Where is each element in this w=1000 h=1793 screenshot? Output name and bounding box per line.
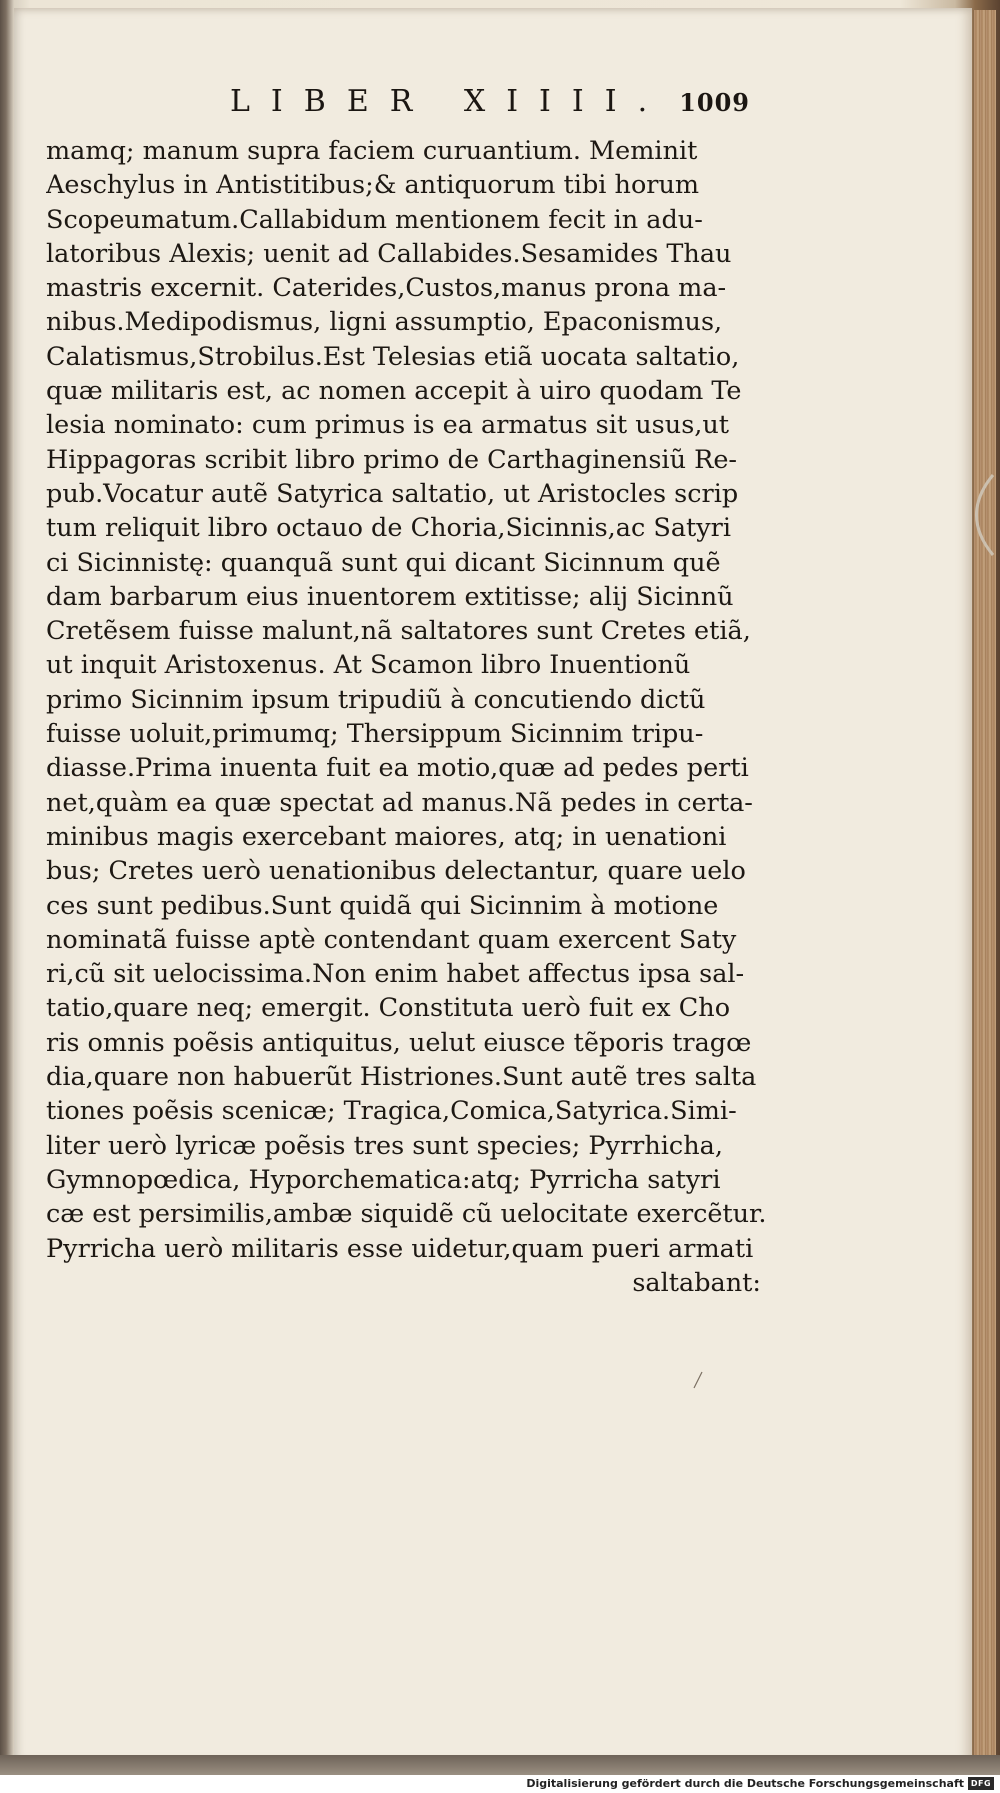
text-line: Hippagoras scribit libro primo de Carthaginensiũ Re- (46, 444, 738, 475)
clasp-mark (955, 470, 995, 560)
text-line: liter uerò lyricæ poẽsis tres sunt species; Pyrrhicha, (46, 1130, 723, 1161)
text-line: lesia nominato: cum primus is ea armatus sit usus,ut (46, 410, 730, 441)
text-line: bus; Cretes uerò uenationibus delectantur, quare uelo (46, 856, 746, 887)
text-line: latoribus Alexis; uenit ad Callabides.Sesamides Thau (46, 238, 732, 269)
text-line: ces sunt pedibus.Sunt quidã qui Sicinnim à motione (46, 890, 719, 921)
text-line: ci Sicinnistę: quanquã sunt qui dicant Sicinnum quẽ (46, 547, 721, 578)
digitization-footer (0, 1775, 1000, 1793)
running-head (230, 84, 750, 124)
text-line: pub.Vocatur autẽ Satyrica saltatio, ut Aristocles scrip (46, 478, 739, 509)
text-line: fuisse uoluit,primumq; Thersippum Sicinnim tripu- (46, 719, 704, 750)
text-line: ri,cũ sit uelocissima.Non enim habet affectus ipsa sal- (46, 959, 745, 990)
text-line: tiones poẽsis scenicæ; Tragica,Comica,Satyrica.Simi- (46, 1096, 737, 1127)
text-line: quæ militaris est, ac nomen accepit à uiro quodam Te (46, 376, 742, 407)
text-line: net,quàm ea quæ spectat ad manus.Nã pedes in certa- (46, 787, 753, 818)
body-text (46, 134, 766, 1300)
text-line: diasse.Prima inuenta fuit ea motio,quæ ad pedes perti (46, 753, 749, 784)
text-line: Cretẽsem fuisse malunt,nã saltatores sunt Cretes etiã, (46, 616, 751, 647)
text-line: tum reliquit libro octauo de Choria,Sicinnis,ac Satyri (46, 513, 732, 544)
text-line: mamq; manum supra faciem curuantium. Meminit (46, 136, 698, 166)
text-line: Scopeumatum.Callabidum mentionem fecit in adu- (46, 204, 703, 235)
funding-credit: Digitalisierung gefördert durch die Deutsche Forschungsgemeinschaft (526, 1777, 964, 1790)
text-line: ris omnis poẽsis antiquitus, uelut eiusce tẽporis tragœ (46, 1027, 752, 1058)
text-line: primo Sicinnim ipsum tripudiũ à concutiendo dictũ (46, 684, 706, 715)
text-line: dia,quare non habuerũt Histriones.Sunt autẽ tres salta (46, 1062, 757, 1093)
text-line: Pyrricha uerò militaris esse uidetur,quam pueri armati (46, 1233, 754, 1264)
ink-speck (690, 1370, 706, 1390)
text-line: minibus magis exercebant maiores, atq; in uenationi (46, 821, 727, 852)
text-line: cæ est persimilis,ambæ siquidẽ cũ uelocitate exercẽtur. (46, 1199, 766, 1230)
text-line: nibus.Medipodismus, ligni assumptio, Epaconismus, (46, 307, 723, 338)
book-page-edges (973, 10, 996, 1760)
text-line: tatio,quare neq; emergit. Constituta uerò fuit ex Cho (46, 993, 731, 1024)
catchword: saltabant: (632, 1267, 761, 1298)
text-line: Aeschylus in Antistitibus;& antiquorum tibi horum (46, 170, 700, 201)
text-line: dam barbarum eius inuentorem extitisse; alij Sicinnũ (46, 581, 734, 612)
text-line: Calatismus,Strobilus.Est Telesias etiã uocata saltatio, (46, 341, 740, 372)
text-line: ut inquit Aristoxenus. At Scamon libro Inuentionũ (46, 650, 691, 681)
scan-bottom-edge (0, 1755, 1000, 1775)
running-title: LIBER XIIII. (230, 84, 669, 119)
text-line: Gymnopœdica, Hyporchematica:atq; Pyrricha satyri (46, 1164, 721, 1195)
text-line: nominatã fuisse aptè contendant quam exercent Saty (46, 924, 737, 955)
dfg-logo: DFG (968, 1777, 994, 1790)
text-line: mastris excernit. Caterides,Custos,manus prona ma- (46, 273, 727, 304)
folio-number: 1009 (679, 88, 750, 117)
